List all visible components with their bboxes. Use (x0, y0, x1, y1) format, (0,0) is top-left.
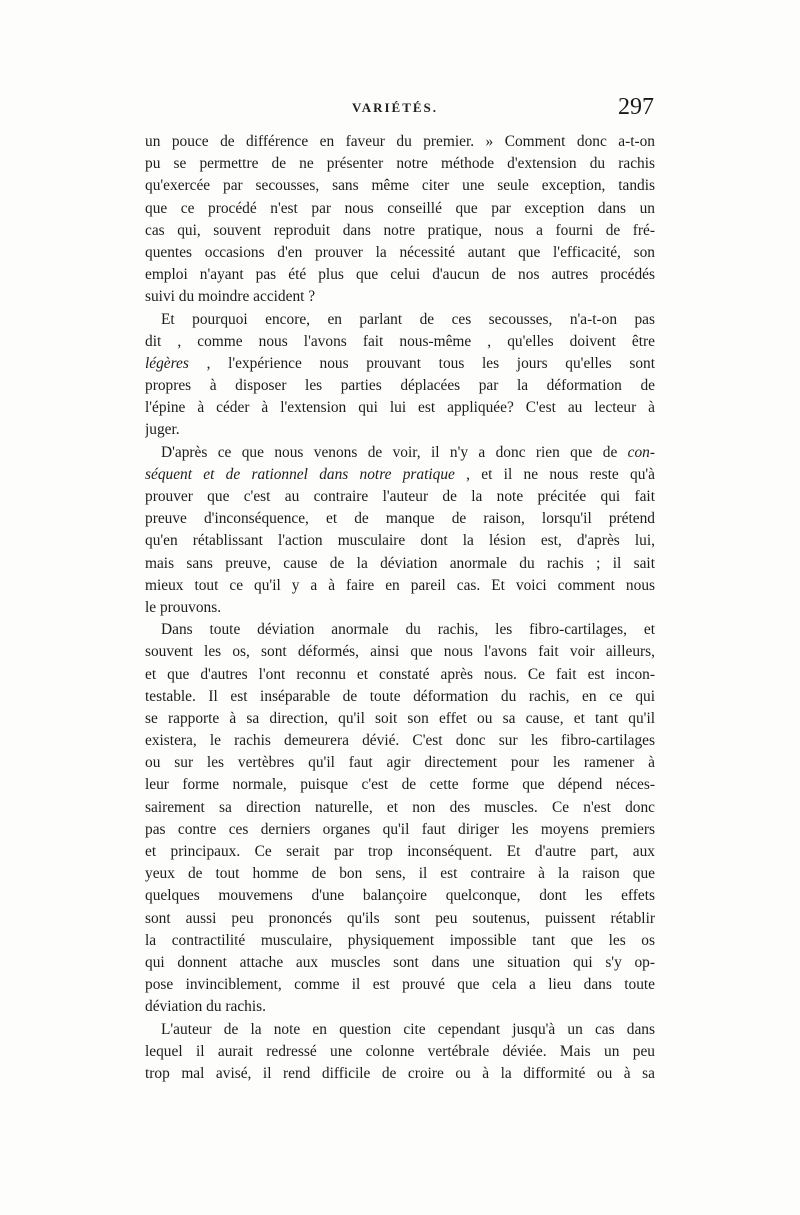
text-line: lequel il aurait redressé une colonne vertébrale déviée. Mais un peu (145, 1042, 655, 1060)
text-line: emploi n'ayant pas été plus que celui d'aucun de nos autres procédés (145, 266, 655, 284)
text-line: leur forme normale, puisque c'est de cette forme que dépend néces- (145, 776, 655, 794)
text-line: cas qui, souvent reproduit dans notre pratique, nous a fourni de fré- (145, 221, 655, 239)
text-line: souvent les os, sont déformés, ainsi que nous l'avons fait voir ailleurs, (145, 643, 655, 661)
text-line: quentes occasions d'en prouver la nécessité autant que l'efficacité, son (145, 243, 655, 261)
text-line: la contractilité musculaire, physiquement impossible tant que les os (145, 931, 655, 949)
text-line (145, 464, 655, 486)
text-line: juger. (145, 421, 180, 439)
body-text (145, 131, 655, 1085)
text-line (145, 353, 655, 375)
text-line: suivi du moindre accident ? (145, 288, 316, 306)
text-line: qu'exercée par secousses, sans même citer une seule exception, tandis (145, 177, 655, 195)
italic-text: séquent et de rationnel dans notre pratique (145, 465, 455, 483)
text-line: trop mal avisé, il rend difficile de croire ou à la difformité ou à sa (145, 1064, 655, 1082)
text-line: et que d'autres l'ont reconnu et constaté après nous. Ce fait est incon- (145, 665, 655, 683)
text-line: Et pourquoi encore, en parlant de ces secousses, n'a-t-on pas (161, 310, 655, 328)
text-line: mais sans preuve, cause de la déviation anormale du rachis ; il sait (145, 554, 655, 572)
text-span: , et il ne nous reste qu'à (454, 465, 655, 483)
text-line: quelques mouvemens d'une balançoire quelconque, dont les effets (145, 887, 655, 905)
text-line: preuve d'inconséquence, et de manque de raison, lorsqu'il prétend (145, 510, 655, 528)
italic-text: con- (627, 443, 655, 461)
text-line: le prouvons. (145, 598, 222, 616)
text-line: pose invinciblement, comme il est prouvé que cela a lieu dans toute (145, 976, 655, 994)
text-line: yeux de tout homme de bon sens, il est contraire à la raison que (145, 865, 655, 883)
paragraph (145, 442, 655, 620)
text-span: , l'expérience nous prouvant tous les jours qu'elles sont (188, 354, 655, 372)
text-line: et principaux. Ce serait par trop inconséquent. Et d'autre part, aux (145, 843, 655, 860)
text-line: se rapporte à sa direction, qu'il soit son effet ou sa cause, et tant qu'il (145, 709, 655, 727)
text-line: prouver que c'est au contraire l'auteur de la note précitée qui fait (145, 488, 655, 505)
text-line: mieux tout ce qu'il y a à faire en pareil cas. Et voici comment nous (145, 576, 655, 594)
italic-text: légères (145, 354, 189, 372)
paragraph (145, 131, 655, 309)
text-line: propres à disposer les parties déplacées par la déformation de (145, 377, 655, 395)
text-line: sont aussi peu prononcés qu'ils sont peu soutenus, puissent rétablir (145, 909, 655, 927)
paragraph (145, 1019, 655, 1086)
text-line: pu se permettre de ne présenter notre méthode d'extension du rachis (145, 155, 655, 173)
text-line: pas contre ces derniers organes qu'il faut diriger les moyens premiers (145, 820, 655, 838)
text-line: l'épine à céder à l'extension qui lui est appliquée? C'est au lecteur à (145, 399, 655, 417)
text-line: qu'en rétablissant l'action musculaire dont la lésion est, d'après lui, (145, 532, 655, 550)
text-line: un pouce de différence en faveur du premier. » Comment donc a-t-on (145, 133, 655, 150)
text-span: D'après ce que nous venons de voir, il n'y a donc rien que de (161, 443, 628, 461)
text-line: qui donnent attache aux muscles sont dans une situation qui s'y op- (145, 953, 655, 971)
text-line: existera, le rachis demeurera dévié. C'est donc sur les fibro-cartilages (145, 732, 655, 750)
text-line: dit , comme nous l'avons fait nous-même , qu'elles doivent être (145, 332, 655, 350)
text-line: sairement sa direction naturelle, et non des muscles. Ce n'est donc (145, 798, 655, 816)
text-line: L'auteur de la note en question cite cependant jusqu'à un cas dans (161, 1020, 655, 1038)
text-line: ou sur les vertèbres qu'il faut agir directement pour les ramener à (145, 754, 655, 772)
running-head: VARIÉTÉS. (352, 100, 439, 115)
paragraph (145, 309, 655, 442)
paragraph (145, 619, 655, 1018)
text-line: testable. Il est inséparable de toute déformation du rachis, en ce qui (145, 687, 655, 705)
text-line: déviation du rachis. (145, 998, 266, 1016)
text-line (145, 442, 655, 464)
text-line: Dans toute déviation anormale du rachis, les fibro-cartilages, et (161, 621, 655, 639)
page-number: 297 (618, 94, 654, 120)
text-line: que ce procédé n'est par nous conseillé que par exception dans un (145, 199, 655, 217)
